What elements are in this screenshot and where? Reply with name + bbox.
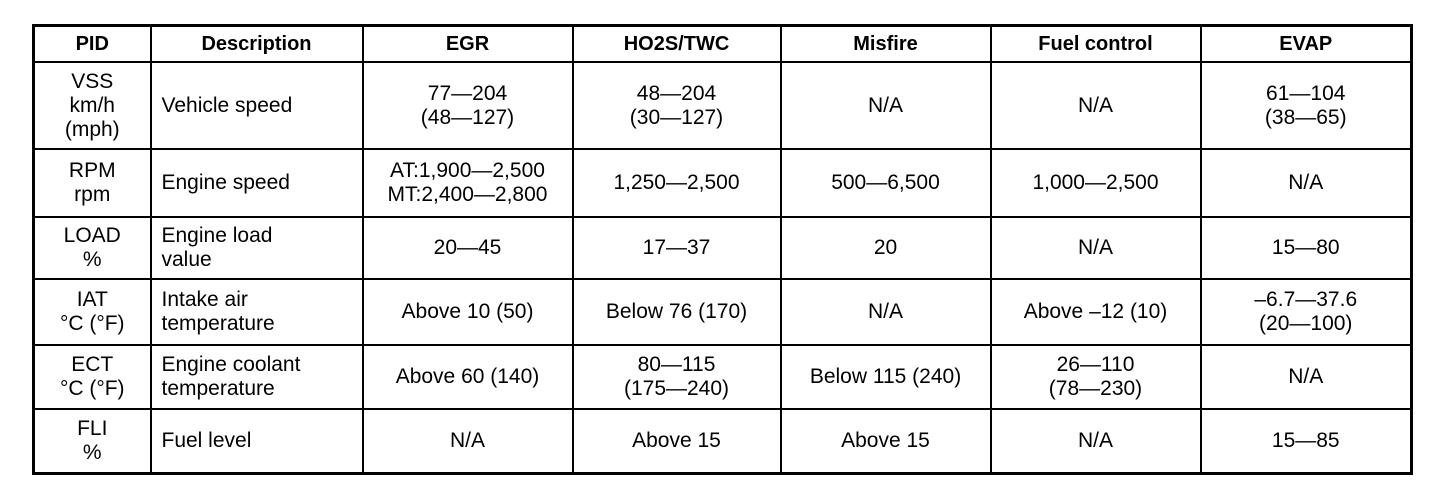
fuel-control-cell: N/A [991, 62, 1201, 149]
pid-cell: LOAD % [34, 217, 151, 279]
ho2s-cell: 17—37 [573, 217, 781, 279]
fuel-control-cell: N/A [991, 217, 1201, 279]
ho2s-cell: Below 76 (170) [573, 279, 781, 345]
ho2s-cell: 80—115 (175—240) [573, 345, 781, 409]
evap-cell: –6.7—37.6 (20—100) [1201, 279, 1412, 345]
fuel-control-cell: Above –12 (10) [991, 279, 1201, 345]
misfire-cell: Above 15 [781, 409, 991, 473]
misfire-cell: N/A [781, 62, 991, 149]
pid-cell: IAT °C (°F) [34, 279, 151, 345]
egr-cell: 20—45 [363, 217, 573, 279]
evap-cell: N/A [1201, 149, 1412, 217]
header-misfire: Misfire [781, 26, 991, 63]
header-evap: EVAP [1201, 26, 1412, 63]
egr-cell: Above 60 (140) [363, 345, 573, 409]
pid-cell: VSS km/h (mph) [34, 62, 151, 149]
egr-cell: N/A [363, 409, 573, 473]
fuel-control-cell: N/A [991, 409, 1201, 473]
description-cell: Intake air temperature [151, 279, 363, 345]
pid-conditions-table [32, 24, 1413, 475]
evap-cell: 61—104 (38—65) [1201, 62, 1412, 149]
table-row [34, 62, 1412, 149]
header-pid: PID [34, 26, 151, 63]
fuel-control-cell: 1,000—2,500 [991, 149, 1201, 217]
evap-cell: N/A [1201, 345, 1412, 409]
description-cell: Fuel level [151, 409, 363, 473]
table-row [34, 409, 1412, 473]
header-ho2s-twc: HO2S/TWC [573, 26, 781, 63]
pid-cell: ECT °C (°F) [34, 345, 151, 409]
fuel-control-cell: 26—110 (78—230) [991, 345, 1201, 409]
evap-cell: 15—80 [1201, 217, 1412, 279]
egr-cell: Above 10 (50) [363, 279, 573, 345]
table-row [34, 217, 1412, 279]
description-cell: Engine speed [151, 149, 363, 217]
pid-cell: RPM rpm [34, 149, 151, 217]
misfire-cell: 20 [781, 217, 991, 279]
table-row [34, 279, 1412, 345]
header-description: Description [151, 26, 363, 63]
header-row [34, 26, 1412, 63]
header-fuel-control: Fuel control [991, 26, 1201, 63]
misfire-cell: N/A [781, 279, 991, 345]
description-cell: Engine coolant temperature [151, 345, 363, 409]
description-cell: Engine load value [151, 217, 363, 279]
ho2s-cell: Above 15 [573, 409, 781, 473]
pid-cell: FLI % [34, 409, 151, 473]
header-egr: EGR [363, 26, 573, 63]
description-cell: Vehicle speed [151, 62, 363, 149]
table-row [34, 345, 1412, 409]
egr-cell: AT:1,900—2,500 MT:2,400—2,800 [363, 149, 573, 217]
table-row [34, 149, 1412, 217]
evap-cell: 15—85 [1201, 409, 1412, 473]
ho2s-cell: 1,250—2,500 [573, 149, 781, 217]
ho2s-cell: 48—204 (30—127) [573, 62, 781, 149]
misfire-cell: Below 115 (240) [781, 345, 991, 409]
misfire-cell: 500—6,500 [781, 149, 991, 217]
egr-cell: 77—204 (48—127) [363, 62, 573, 149]
